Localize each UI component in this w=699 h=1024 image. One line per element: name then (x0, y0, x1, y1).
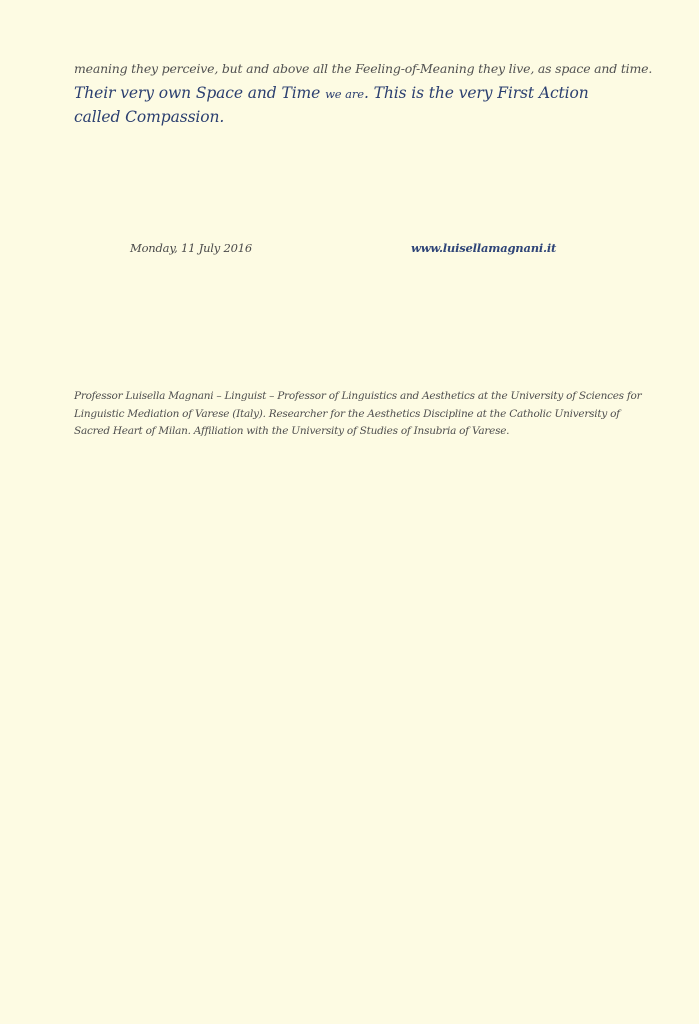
highlight-text-part2: . This is the very First Action called Compassion. (74, 84, 589, 126)
highlight-text-part1: Their very own Space and Time (74, 84, 326, 102)
author-bio: Professor Luisella Magnani – Linguist – Professor of Linguistics and Aesthetics at the University of Sciences for Linguistic Mediation of Varese (Italy). Researcher for the Aesthetics Discipline at the Catholic University of Sacred Heart of Milan. Affiliation with the University of Studies of Insubria of Varese. (74, 390, 642, 437)
website-link[interactable]: www.luisellamagnani.it (411, 241, 557, 255)
highlight-statement (74, 82, 634, 129)
date-label: Monday, 11 July 2016 (130, 241, 253, 255)
body-text-line: meaning they perceive, but and above all the Feeling-of-Meaning they live, as space and time. (74, 61, 653, 76)
highlight-text-small: we are (325, 87, 364, 101)
